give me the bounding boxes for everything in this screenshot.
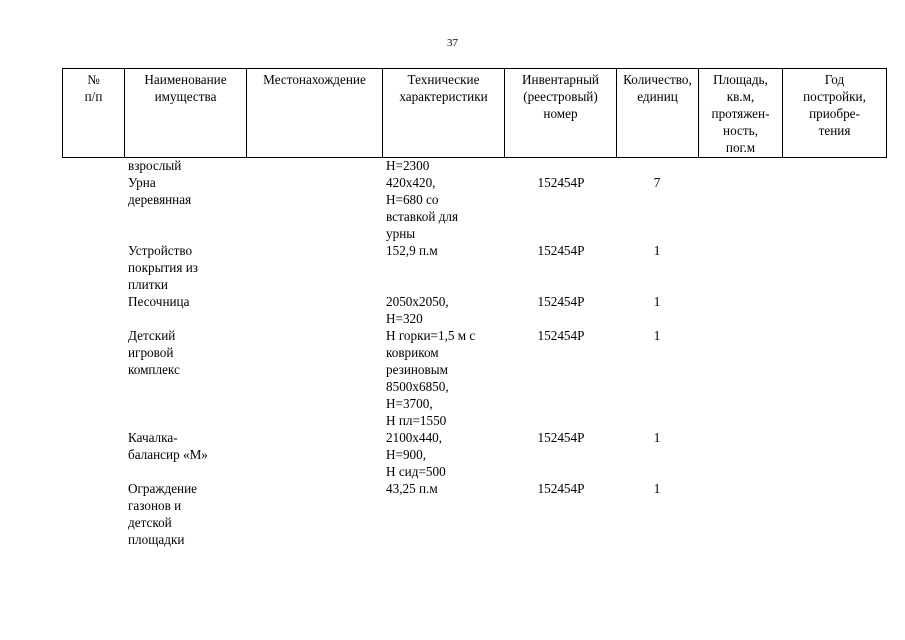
row-inventory-number: 152454Р: [537, 430, 585, 445]
row-property-name: Качалка- балансир «М»: [128, 430, 208, 462]
row-technical-specs: 43,25 п.м: [386, 481, 438, 496]
table-row: [62, 480, 886, 548]
table-row: [62, 242, 886, 293]
row-inventory-number: 152454Р: [537, 294, 585, 309]
row-property-name: Урна деревянная: [128, 175, 192, 207]
row-property-name: взрослый: [128, 158, 182, 173]
col-header-location: Местонахождение: [247, 69, 383, 158]
col-header-year: Год постройки, приобре- тения: [783, 69, 887, 158]
row-technical-specs: Н горки=1,5 м с ковриком резиновым 8500х6850, Н=3700, Н пл=1550: [386, 328, 476, 428]
table-row: [62, 174, 886, 242]
row-quantity: 7: [653, 175, 661, 190]
row-quantity: 1: [653, 481, 661, 496]
page-number: 37: [447, 37, 458, 49]
row-inventory-number: 152454Р: [537, 481, 585, 496]
row-technical-specs: 152,9 п.м: [386, 243, 438, 258]
table-row: [62, 429, 886, 480]
row-property-name: Детский игровой комплекс: [128, 328, 180, 377]
row-inventory-number: 152454Р: [537, 328, 585, 343]
table-row: [62, 293, 886, 327]
row-technical-specs: 2050х2050, Н=320: [386, 294, 449, 326]
row-technical-specs: 420х420, Н=680 со вставкой для урны: [386, 175, 459, 241]
col-header-number: № п/п: [63, 69, 125, 158]
header-row: [63, 69, 887, 158]
col-header-inventory-number: Инвентарный (реестровый) номер: [505, 69, 617, 158]
col-header-property-name: Наименование имущества: [125, 69, 247, 158]
row-quantity: 1: [653, 430, 661, 445]
row-inventory-number: 152454Р: [537, 243, 585, 258]
col-header-technical-specs: Технические характеристики: [383, 69, 505, 158]
row-technical-specs: 2100х440, Н=900, Н сид=500: [386, 430, 446, 479]
row-inventory-number: 152454Р: [537, 175, 585, 190]
inventory-table-header: [62, 68, 887, 158]
col-header-area-length: Площадь, кв.м, протяжен- ность, пог.м: [699, 69, 783, 158]
row-property-name: Устройство покрытия из плитки: [128, 243, 198, 292]
col-header-quantity: Количество, единиц: [617, 69, 699, 158]
row-quantity: 1: [653, 328, 661, 343]
row-technical-specs: Н=2300: [386, 158, 430, 173]
row-quantity: 1: [653, 243, 661, 258]
table-row: [62, 327, 886, 429]
row-quantity: 1: [653, 294, 661, 309]
table-row: [62, 157, 886, 174]
row-property-name: Песочница: [128, 294, 190, 309]
row-property-name: Ограждение газонов и детской площадки: [128, 481, 198, 547]
